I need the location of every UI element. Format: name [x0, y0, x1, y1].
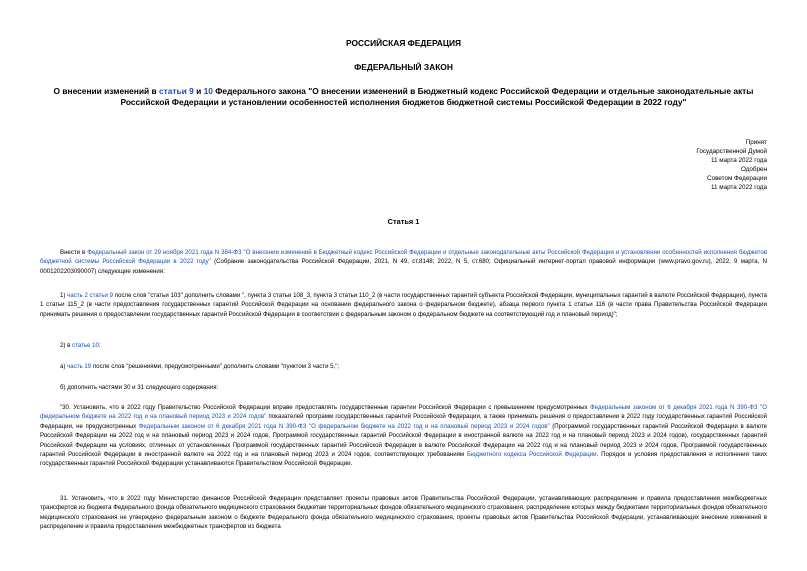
duma-label: Государственной Думой	[696, 148, 767, 155]
title-link-article-9[interactable]: статьи 9	[158, 86, 194, 96]
article-heading: Статья 1	[387, 217, 420, 226]
paragraph-part-30	[40, 403, 767, 469]
adopted-date: 11 марта 2022 года	[710, 157, 767, 164]
paragraph-text: Внести в	[60, 249, 88, 256]
paragraph-text: :	[98, 342, 101, 349]
paragraph-part-31	[40, 494, 767, 532]
paragraph-item-2	[40, 341, 767, 350]
paragraph-text: 31. Установить, что в 2022 году Министерство финансов Российской Федерации представляет проекты правовых актов Правительства Российской Федерации, устанавливающих распределение и правила предоставления межбюджетных трансфертов из бюджета Федерального фонда обязательного медицинского страхования бюджетам территориальных фондов обязательного медицинского страхования, распределение которых между бюджетами территориальных фондов обязательного медицинского страхования не утверждено федеральным законом о бюджете Федерального фонда обязательного медицинского страхования, проекты правовых актов Правительства Российской Федерации, устанавливающих внесение изменений в распределение и правила предоставления межбюджетных трансфертов из бюджета	[40, 495, 767, 531]
acceptance-block	[567, 138, 767, 192]
paragraph-text: а)	[60, 363, 68, 370]
approved-label: Одобрен	[740, 166, 767, 173]
paragraph-text: б) дополнить частями 30 и 31 следующего содержания:	[60, 384, 219, 391]
part-19-link[interactable]: часть 19	[67, 363, 92, 370]
council-label: Советом Федерации	[707, 175, 767, 182]
law-type-heading: ФЕДЕРАЛЬНЫЙ ЗАКОН	[354, 62, 453, 72]
paragraph-item-a	[40, 362, 767, 371]
law-390-link[interactable]: Федеральным законом от 6 декабря 2021 года N 390-ФЗ "О федеральном бюджете на 2022 год и на плановый период 2023 и 2024 годов"	[138, 422, 550, 430]
law-title	[40, 86, 767, 108]
paragraph-text: (Программой государственных гарантий Российской Федерации в валюте Российской Федерации на 2022 год и на плановый период 2023 и 2024 годов, Программой государственных гарантий Российской Федерации в иностранной валюте на 2022 год и на плановый период 2023 и 2024 годов), государственных гарантий Российской Федерации на условиях, отличных от установленных Программой государственных гарантий Российской Федерации в валюте Российской Федерации на 2022 год и на плановый период 2023 и 2024 годов, Программой государственных гарантий Российской Федерации в иностранной валюте на 2022 год и на плановый период 2023 и 2024 годов, соответствующих требованиям	[40, 422, 767, 459]
part-2-article-9-link[interactable]: часть 2 статьи 9	[67, 292, 114, 299]
paragraph-text: показателей программ государственных гарантий Российской Федерации, а также принимать решения о предоставлении в 2022 году государственных гарантий Российской Федерации, не предусмотренных	[40, 413, 767, 430]
law-390-link[interactable]: Федеральным законом от 6 декабря 2021 года N 390-ФЗ "О федеральном бюджете на 2022 год и на плановый период 2023 и 2024 годов"	[40, 404, 767, 421]
paragraph-item-1	[40, 291, 767, 319]
title-link-article-10[interactable]: 10	[203, 86, 213, 96]
approved-date: 11 марта 2022 года	[710, 184, 767, 191]
title-text: О внесении изменений в	[53, 86, 159, 96]
paragraph-text: после слов "решениями, предусмотренными" дополнить словами "пунктом 3 части 5,";	[91, 363, 340, 370]
title-text: и	[193, 86, 204, 96]
paragraph-text: 2) в	[60, 342, 73, 349]
title-text: Федерального закона "О внесении изменений в Бюджетный кодекс Российской Федерации и отдельные законодательные акты Российской Федерации и установлении особенностей исполнения бюджетов бюджетной системы Российской Федерации в 2022 году"	[120, 86, 754, 107]
article-10-link[interactable]: статье 10	[72, 342, 99, 349]
paragraph-text: (Собрание законодательства Российской Федерации, 2021, N 49, ст.8148; 2022, N 5, ст.680; Официальный интернет-портал правовой информации (www.pravo.gov.ru), 2022, 9 марта, N 0001202203090007) следующие изменения:	[40, 258, 767, 275]
budget-code-link[interactable]: Бюджетного кодекса Российской Федерации	[466, 451, 597, 459]
adopted-label: Принят	[745, 139, 767, 146]
paragraph-intro	[40, 248, 767, 276]
paragraph-item-b	[40, 383, 767, 392]
paragraph-text: 1)	[60, 292, 68, 299]
paragraph-text: . Порядок и условия предоставления и исполнения таких государственных гарантий Российской Федерации устанавливаются Правительством Российской Федерации.	[40, 451, 767, 468]
paragraph-text: после слов "статьи 103" дополнить словами ", пункта 3 статьи 108_3, пункта 3 статьи 110_2 (в части государственных гарантий субъекта Российской Федерации, муниципальных гарантий в валюте Российской Федерации), пункта 1 статьи 115_2 (в части предоставления государственных гарантий Российской Федерации на основании федерального закона о федеральном бюджете), абзаца первого пункта 1 статьи 116 (в части права Правительства Российской Федерации принимать решения о предоставлении государственных гарантий Российской Федерации в соответствии с федеральным законом о федеральном бюджете на соответствующий год и плановый период)";	[40, 292, 767, 318]
country-heading: РОССИЙСКАЯ ФЕДЕРАЦИЯ	[345, 38, 462, 48]
law-384-link[interactable]: Федеральный закон от 29 ноября 2021 года N 384-ФЗ "О внесении изменений в Бюджетный кодекс Российской Федерации и отдельные законодательные акты Российской Федерации и установлении особенностей исполнения бюджетов бюджетной системы Российской Федерации в 2022 году"	[40, 249, 767, 266]
paragraph-text: "30. Установить, что в 2022 году Правительство Российской Федерации вправе предоставлять государственные гарантии Российской Федерации с превышением предусмотренных	[60, 404, 591, 411]
